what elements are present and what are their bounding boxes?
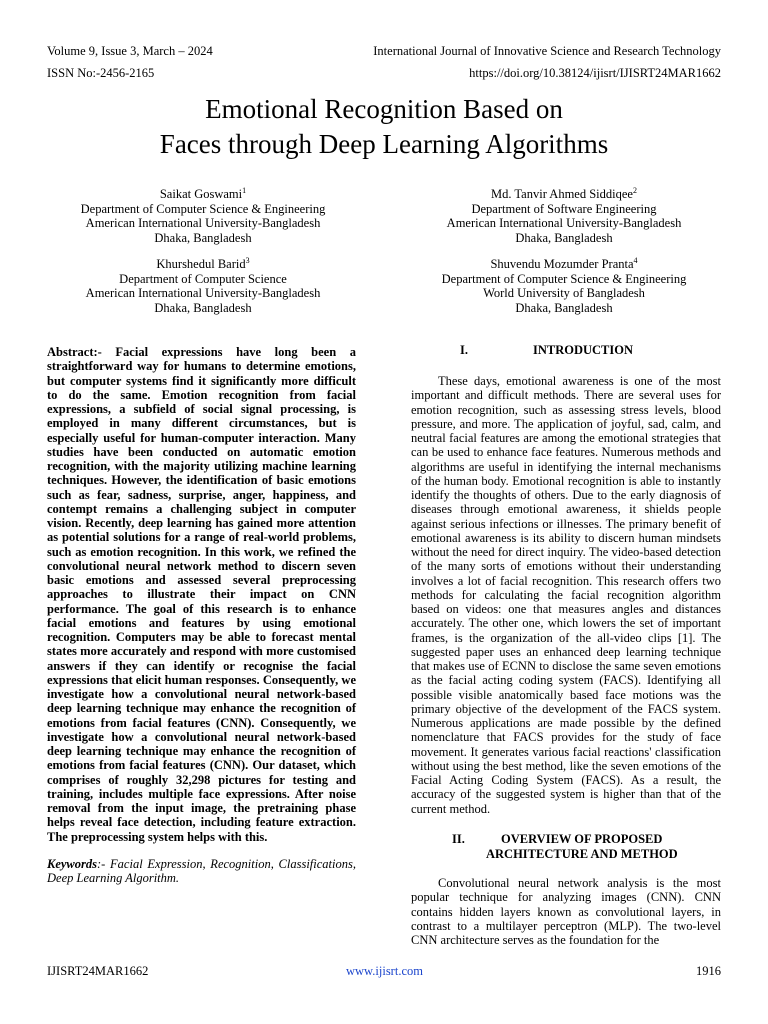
paper-title — [0, 92, 768, 162]
footer-paper-id: IJISRT24MAR1662 — [47, 964, 149, 978]
section-1-title: INTRODUCTION — [533, 343, 634, 357]
issn: ISSN No:-2456-2165 — [47, 66, 155, 80]
keywords — [47, 857, 356, 886]
author-university: American International University-Bangladesh — [446, 216, 682, 230]
keywords-text: :- Facial Expression, Recognition, Classifications, Deep Learning Algorithm. — [47, 856, 356, 885]
author-department: Department of Computer Science & Engineering — [80, 201, 326, 216]
title-line-1: Emotional Recognition Based on — [205, 94, 563, 124]
author-name: Shuvendu Mozumder Pranta — [490, 257, 634, 271]
author-block-3 — [33, 257, 373, 315]
doi-link[interactable]: https://doi.org/10.38124/ijisrt/IJISRT24MAR1662 — [469, 66, 721, 80]
section-1-number: I. — [460, 343, 468, 357]
footer-site-link[interactable]: www.ijisrt.com — [346, 964, 423, 978]
left-column — [47, 345, 356, 885]
section-2-body — [411, 876, 721, 947]
author-name: Md. Tanvir Ahmed Siddiqee — [491, 187, 633, 201]
author-department: Department of Computer Science & Engineering — [441, 271, 687, 286]
section-2-number: II. — [452, 832, 465, 846]
section-2-title-line-1: OVERVIEW OF PROPOSED — [501, 832, 663, 846]
section-2-title-line-2: ARCHITECTURE AND METHOD — [486, 847, 678, 861]
author-university: World University of Bangladesh — [483, 286, 645, 300]
author-department: Department of Computer Science — [119, 271, 287, 286]
journal-name: International Journal of Innovative Science and Research Technology — [373, 44, 721, 58]
author-affil-mark: 3 — [245, 255, 250, 265]
abstract: Abstract:- Facial expressions have long been a straightforward way for humans to determine emotions, but computer systems find it significantly more difficult to do the same. Emotion recognition from facial expressions, a subfield of social signal processing, is employed in many different circumstances, but is especially useful for human-computer interaction. Many studies have been conducted on automatic emotion recognition, with the majority utilizing machine learning techniques. However, the identification of basic emotions such as fear, sadness, surprise, anger, happiness, and contempt remains a challenging subject in computer vision. Recently, deep learning has gained more attention as potential solutions for a range of real-world problems, such as emotion recognition. In this work, we refined the convolutional neural network method to discern seven basic emotions and assessed several preprocessing approaches to illustrate their impact on CNN performance. The goal of this research is to enhance facial emotions and features by using emotional recognition. Computers may be able to forecast mental states more accurately and respond with more customised answers if they can identify or recognise the facial expressions that elicit human responses. Consequently, we investigate how a convolutional neural network-based deep learning technique may enhance the recognition of emotions from facial features (CNN). Consequently, we investigate how a convolutional neural network-based deep learning technique may enhance the recognition of emotions from facial features (CNN). Our dataset, which comprises of roughly 32,298 pictures for testing and training, includes multiple face expressions. After noise removal from the input image, the pretraining phase helps reveal face detection, including feature extraction. The preprocessing system helps with this. — [47, 345, 356, 844]
author-block-4 — [394, 257, 734, 315]
author-name: Khurshedul Barid — [156, 257, 246, 271]
title-line-2: Faces through Deep Learning Algorithms — [159, 129, 609, 159]
page-number: 1916 — [696, 964, 721, 978]
author-name: Saikat Goswami — [159, 187, 243, 201]
volume-info: Volume 9, Issue 3, March – 2024 — [47, 44, 213, 58]
author-city: Dhaka, Bangladesh — [515, 230, 613, 245]
author-block-2 — [394, 187, 734, 245]
author-city: Dhaka, Bangladesh — [515, 300, 613, 315]
author-university: American International University-Bangladesh — [85, 216, 321, 230]
introduction-body — [411, 374, 721, 816]
author-city: Dhaka, Bangladesh — [154, 300, 252, 315]
author-department: Department of Software Engineering — [471, 201, 657, 216]
author-block-1 — [33, 187, 373, 245]
author-affil-mark: 4 — [633, 255, 638, 265]
section-2-paragraph: Convolutional neural network analysis is the most popular technique for analyzing images (CNN). CNN contains hidden layers known as convolutional layers, in contrast to a multilayer perceptron (MLP). The two-level CNN architecture serves as the foundation for the — [411, 876, 721, 947]
author-university: American International University-Bangladesh — [85, 286, 321, 300]
author-affil-mark: 1 — [242, 185, 247, 195]
author-affil-mark: 2 — [632, 185, 637, 195]
introduction-paragraph: These days, emotional awareness is one of the most important and difficult methods. There are several uses for emotion recognition, such as assessing stress levels, blood pressure, and more. The application of joyful, sad, calm, and neutral facial features are among the emotional strategies that can be used to enhance face features. Numerous methods and algorithms are useful in identifying the internal mechanisms of the human body. Emotional recognition is able to instantly identify the thoughts of others. Due to the early diagnosis of diseases through emotional awareness, it shields people against serious infections or illnesses. The primary benefit of emotional awareness is its ability to discern human mindsets without the need for direct inquiry. The video-based detection of the many sorts of emotions without their understanding involves a lot of facial recognition. This research offers two methods for calculating the facial recognition algorithm based on videos: one that measures angles and distances accurately. The other one, which lowers the set of important frames, is the organization of the all-video clips [1]. The suggested paper uses an enhanced deep learning technique that makes use of ECNN to disclose the same seven emotions as the facial acting coding system (FACS). Identifying all possible visible anatomically based face motions was the primary objective of the development of the FACS system. Numerous applications are made possible by the defined nomenclature that FACS provides for the study of face movement. It generates various facial reactions' classification without using the best method, like the seven emotions of the Facial Acting Coding System (FACS). As a result, the accuracy of the suggested system is higher than that of the current method. — [411, 374, 721, 816]
author-city: Dhaka, Bangladesh — [154, 230, 252, 245]
keywords-label: Keywords — [47, 856, 97, 871]
